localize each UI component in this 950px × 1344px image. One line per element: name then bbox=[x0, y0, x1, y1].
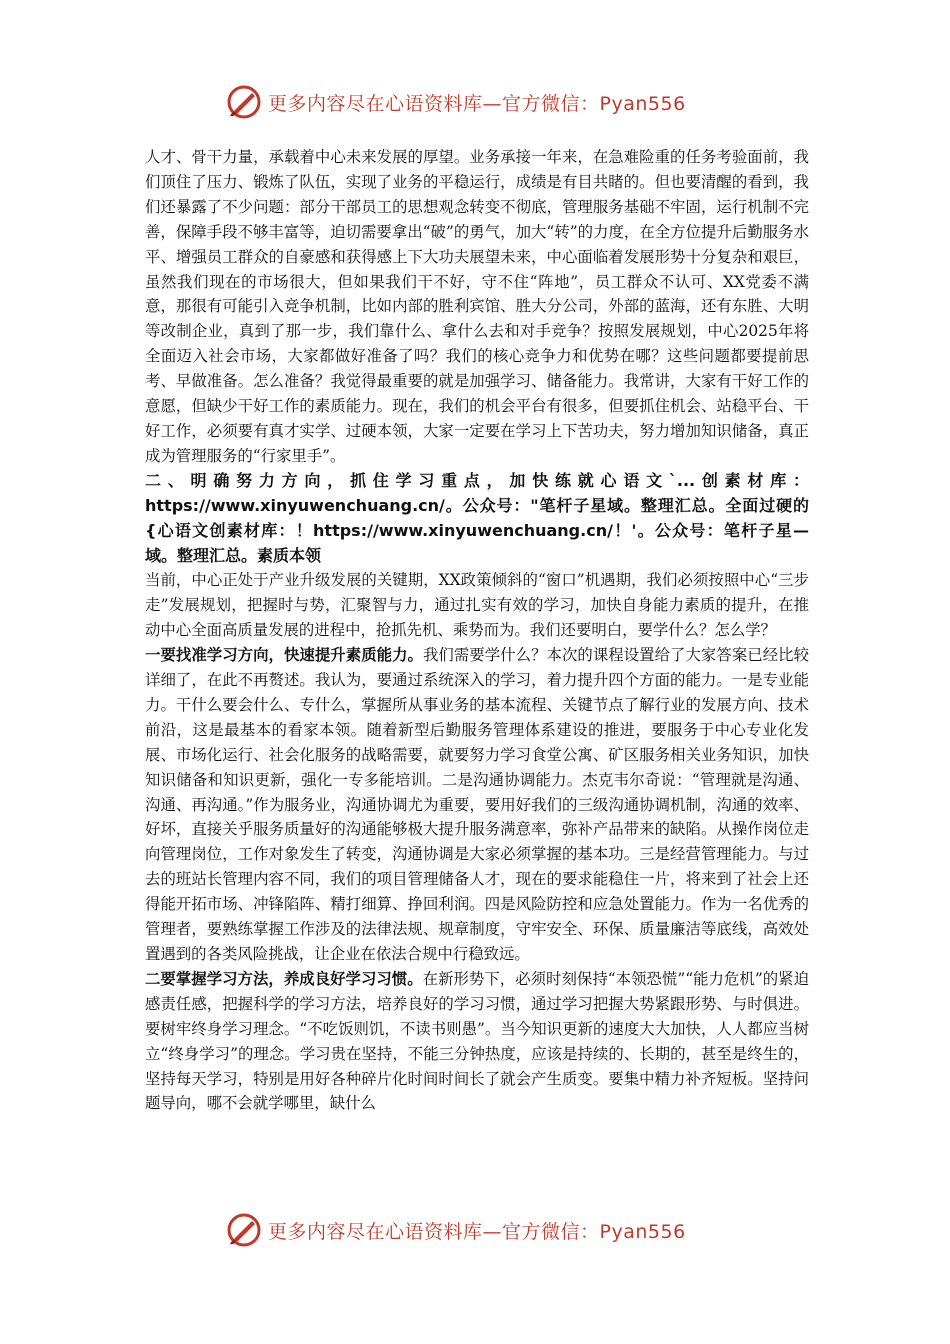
document-body bbox=[145, 145, 809, 1116]
paragraph-3 bbox=[145, 643, 809, 967]
banner-text: 更多内容尽在心语资料库—官方微信：Pyan556 bbox=[268, 1220, 686, 1243]
paragraph-4 bbox=[145, 967, 809, 1116]
paragraph-4-lead: 二要掌握学习方法，养成良好学习习惯。 bbox=[145, 969, 423, 988]
paragraph-2: 当前，中心正处于产业升级发展的关键期，XX政策倾斜的“窗口”机遇期，我们必须按照中心“三步走”发展规划，把握时与势，汇聚智与力，通过扎实有效的学习，加快自身能力素质的提升，在推动中心全面高质量发展的进程中，抢抓先机、乘势而为。我们还要明白，要学什么？怎么学？ bbox=[145, 571, 809, 640]
paragraph-4-text: 在新形势下，必须时刻保持“本领恐慌”“能力危机”的紧迫感责任感，把握科学的学习方法，培养良好的学习习惯，通过学习把握大势紧跟形势、与时俱进。要树牢终身学习理念。“不吃饭则饥，不读书则愚”。当今知识更新的速度大大加快，人人都应当树立“终身学习”的理念。学习贵在坚持，不能三分钟热度，应该是持续的、长期的，甚至是终生的，坚持每天学习，特别是用好各种碎片化时间时间长了就会产生质变。要集中精力补齐短板。坚持问题导向，哪不会就学哪里，缺什么 bbox=[145, 969, 809, 1113]
banner-text: 更多内容尽在心语资料库—官方微信：Pyan556 bbox=[268, 92, 686, 115]
paragraph-1: 人才、骨干力量，承载着中心未来发展的厚望。业务承接一年来，在急难险重的任务考验面前，我们顶住了压力、锻炼了队伍，实现了业务的平稳运行，成绩是有目共睹的。但也要清醒的看到，我们还暴露了不少问题：部分干部员工的思想观念转变不彻底，管理服务基础不牢固，运行机制不完善，保障手段不够丰富等，迫切需要拿出“破”的勇气，加大“转”的力度，在全方位提升后勤服务水平、增强员工群众的自豪感和获得感上下大功夫展望未来，中心面临着发展形势十分复杂和艰巨，虽然我们现在的市场很大，但如果我们干不好，守不住“阵地”，员工群众不认可、XX党委不满意，那很有可能引入竞争机制，比如内部的胜利宾馆、胜大分公司，外部的蓝海，还有东胜、大明等改制企业，真到了那一步，我们靠什么、拿什么去和对手竞争？按照发展规划，中心2025年将全面迈入社会市场，大家都做好准备了吗？我们的核心竞争力和优势在哪？这些问题都要提前思考、早做准备。怎么准备？我觉得最重要的就是加强学习、储备能力。我常讲，大家有干好工作的意愿，但缺少干好工作的素质能力。现在，我们的机会平台有很多，但要抓住机会、站稳平台、干好工作，必须要有真才实学、过硬本领，大家一定要在学习上下苦功夫，努力增加知识储备，真正成为管理服务的“行家里手”。 bbox=[145, 148, 809, 465]
brush-logo-icon bbox=[224, 1210, 264, 1250]
paragraph-3-text: 我们需要学什么？本次的课程设置给了大家答案已经比较详细了，在此不再赘述。我认为，要通过系统深入的学习，着力提升四个方面的能力。一是专业能力。干什么要会什么、专什么，掌握所从事业务的基本流程、关键节点了解行业的发展方向、技术前沿，这是最基本的看家本领。随着新型后勤服务管理体系建设的推进，要服务于中心专业化发展、市场化运行、社会化服务的战略需要，就要努力学习食堂公寓、矿区服务相关业务知识，加快知识储备和知识更新，强化一专多能培训。二是沟通协调能力。杰克韦尔奇说：“管理就是沟通、沟通、再沟通。”作为服务业，沟通协调尤为重要，要用好我们的三级沟通协调机制，沟通的效率、好坏，直接关乎服务质量好的沟通能够极大提升服务满意率，弥补产品带来的缺陷。从操作岗位走向管理岗位，工作对象发生了转变，沟通协调是大家必须掌握的基本功。三是经营管理能力。与过去的班站长管理内容不同，我们的项目管理储备人才，现在的要求能稳住一片，将来到了社会上还得能开拓市场、冲锋陷阵、精打细算、挣回利润。四是风险防控和应急处置能力。作为一名优秀的管理者，要熟练掌握工作涉及的法律法规、规章制度，守牢安全、环保、质量廉洁等底线，高效处置遇到的各类风险挑战，让企业在依法合规中行稳致远。 bbox=[145, 646, 809, 963]
section-heading-2: 二、明确努力方向，抓住学习重点，加快练就心语文`...创素材库：https://www.xinyuwenchuang.cn/。公众号："笔杆子星域。整理汇总。全面过硬的{心语文创素材库：！https://www.xinyuwenchuang.cn/！'。公众号：笔杆子星—域。整理汇总。素质本领 bbox=[145, 470, 809, 565]
footer-banner bbox=[224, 1210, 724, 1250]
brush-logo-icon bbox=[224, 82, 264, 122]
header-banner bbox=[224, 82, 724, 122]
paragraph-3-lead: 一要找准学习方向，快速提升素质能力。 bbox=[145, 646, 423, 665]
